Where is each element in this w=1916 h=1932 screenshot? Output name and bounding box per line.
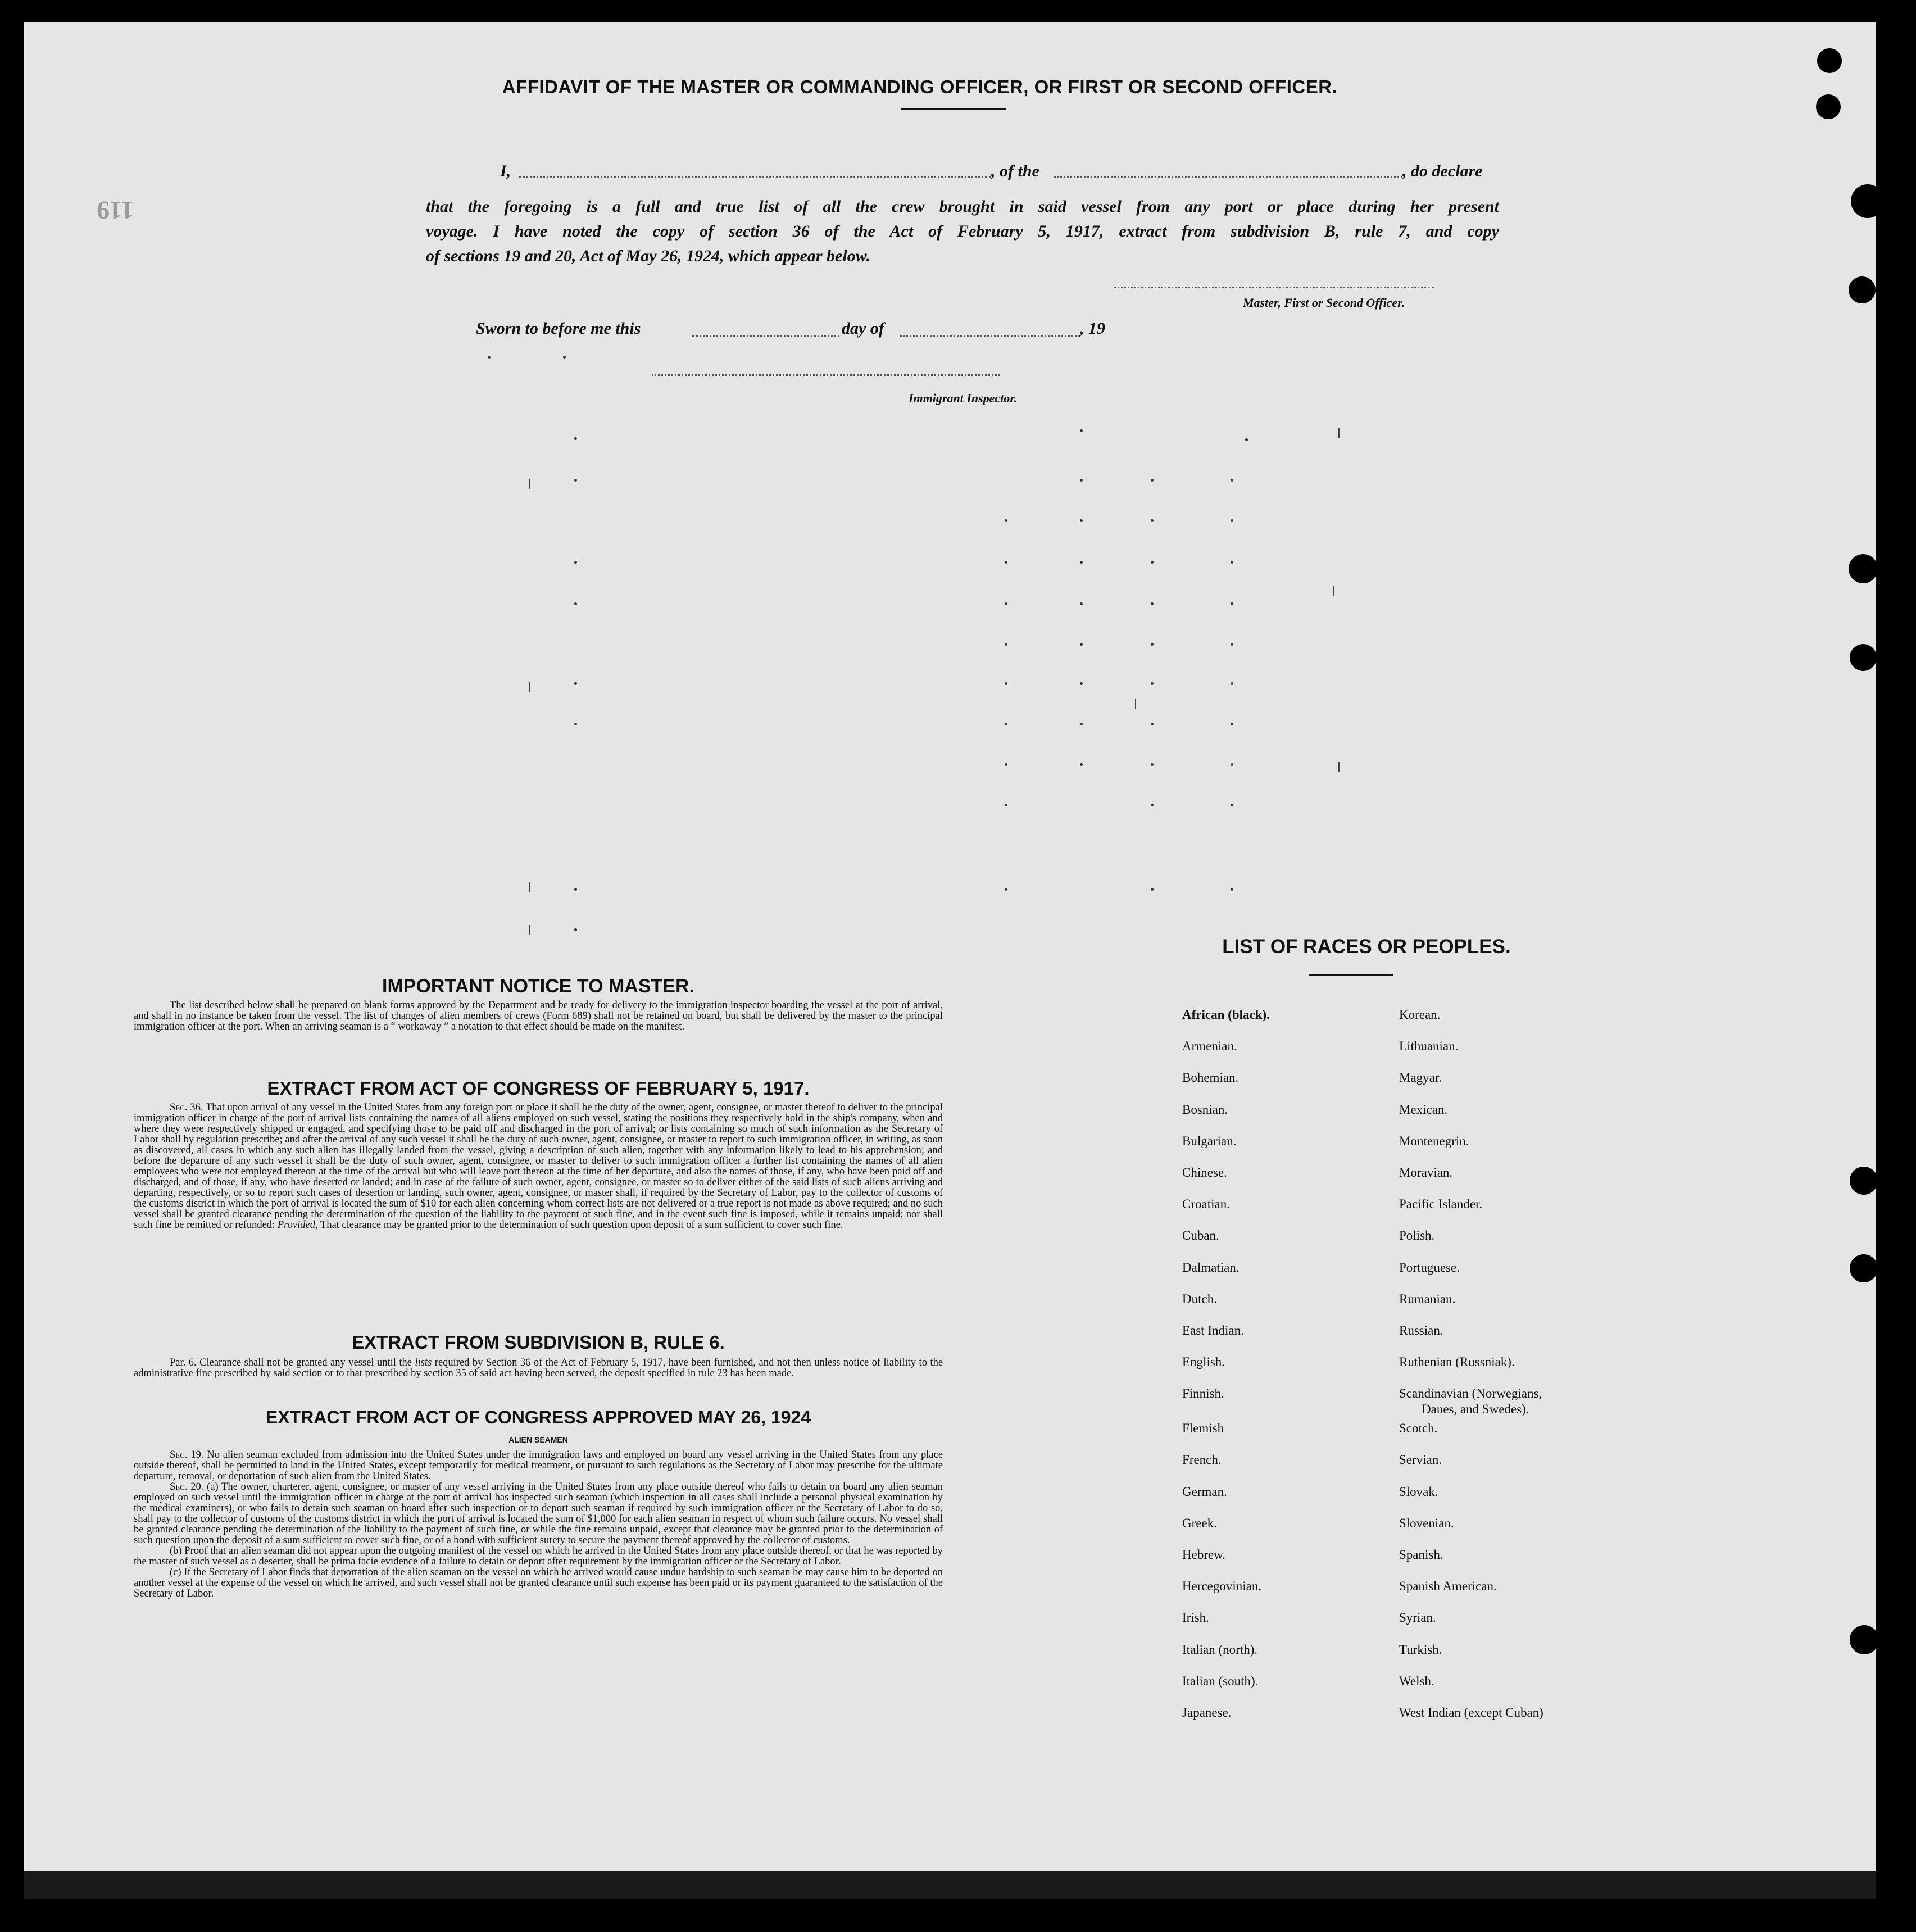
race-item: Cuban. — [1182, 1228, 1219, 1243]
title-underline — [901, 108, 1006, 110]
punch-hole — [1850, 1625, 1876, 1654]
declarant-name-field[interactable] — [519, 176, 991, 178]
grid-speck — [1080, 763, 1083, 766]
sec19-text: No alien seaman excluded from admission into the United States under the immigration laws and employed on board any vessel arriving in the United States from any place outside thereof, shall be permitted to land in the United States, except temporarily for medical treatment, or pursuant to such regulations as the Secretary of Labor may prescribe for the ultimate departure, removal, or deportation of such alien from the United States. — [134, 1449, 943, 1482]
grid-speck — [1005, 888, 1007, 891]
act-1924-title: EXTRACT FROM ACT OF CONGRESS APPROVED MAY 26, 1924 — [265, 1407, 811, 1427]
act-1917-body — [134, 1103, 943, 1231]
declaration-text — [426, 194, 1499, 269]
race-item: Armenian. — [1182, 1039, 1237, 1054]
grid-speck — [1231, 723, 1233, 725]
sec20c-paragraph: (c) If the Secretary of Labor finds that deportation of the alien seaman on the vessel on which he arrived would cause undue hardship to such seaman he may cause him to be deported on another vessel at the expense of the vessel on which he arrived, and such vessel shall not be granted clearance until such expense has been paid or its payment guaranteed to the satisfaction of the Secretary of Labor. — [134, 1567, 943, 1599]
punch-hole — [1849, 554, 1876, 583]
rule6-text-a: Clearance shall not be granted any vessel until the — [199, 1357, 412, 1368]
grid-speck — [574, 437, 577, 440]
grid-speck — [1080, 519, 1083, 522]
punch-hole — [1850, 1254, 1876, 1282]
grid-speck — [574, 479, 577, 482]
grid-speck — [1080, 682, 1083, 685]
year-label: , 19 — [1080, 319, 1105, 338]
race-item: Dalmatian. — [1182, 1260, 1240, 1275]
race-item: Montenegrin. — [1399, 1133, 1469, 1148]
race-item: Finnish. — [1182, 1386, 1224, 1401]
race-item: Bulgarian. — [1182, 1133, 1237, 1148]
race-item: Italian (north). — [1182, 1642, 1258, 1657]
grid-speck — [1151, 479, 1154, 482]
inspector-signature-field[interactable] — [652, 374, 1000, 376]
grid-tick — [529, 682, 530, 692]
race-item: Portuguese. — [1399, 1260, 1460, 1275]
grid-speck — [1231, 561, 1233, 564]
race-item: Croatian. — [1182, 1197, 1230, 1212]
race-item: Slovak. — [1399, 1484, 1438, 1499]
race-item — [1399, 1386, 1543, 1421]
grid-speck — [1151, 888, 1154, 891]
grid-speck — [1005, 643, 1007, 646]
vessel-name-field[interactable] — [1054, 176, 1402, 178]
section-label: Sec. 36. — [170, 1102, 203, 1113]
rule6-paragraph — [134, 1358, 943, 1379]
grid-speck — [574, 682, 577, 685]
race-item: East Indian. — [1182, 1323, 1244, 1337]
race-item: Welsh. — [1399, 1674, 1434, 1688]
race-item: Spanish American. — [1399, 1579, 1497, 1594]
punch-hole — [1851, 184, 1876, 218]
grid-speck — [1005, 519, 1007, 522]
grid-speck — [574, 888, 577, 891]
grid-speck — [574, 602, 577, 605]
grid-speck — [1080, 643, 1083, 646]
grid-speck — [1151, 519, 1154, 522]
punch-hole — [1850, 1167, 1876, 1195]
affidavit-title: AFFIDAVIT OF THE MASTER OR COMMANDING OFFICER, OR FIRST OR SECOND OFFICER. — [502, 76, 1338, 97]
rule6-body — [134, 1358, 943, 1379]
grid-speck — [1080, 723, 1083, 725]
punch-hole — [1816, 94, 1841, 119]
grid-speck — [1005, 763, 1007, 766]
act-1924-body — [134, 1450, 943, 1599]
race-item: Bosnian. — [1182, 1102, 1228, 1117]
race-item: Scotch. — [1399, 1421, 1438, 1436]
master-signature-label: Master, First or Second Officer. — [1243, 296, 1405, 310]
race-item: Turkish. — [1399, 1642, 1442, 1657]
grid-speck — [1151, 723, 1154, 725]
paragraph-label: Par. 6. — [170, 1357, 197, 1368]
punch-hole — [1850, 644, 1876, 671]
grid-speck — [1151, 561, 1154, 564]
grid-speck — [1005, 602, 1007, 605]
grid-speck — [574, 723, 577, 725]
grid-tick — [1338, 762, 1340, 772]
grid-tick — [1338, 428, 1340, 438]
race-item: Syrian. — [1399, 1611, 1436, 1625]
race-item: West Indian (except Cuban) — [1399, 1705, 1543, 1720]
grid-speck — [1005, 723, 1007, 725]
race-item: Ruthenian (Russniak). — [1399, 1355, 1515, 1369]
scan-edge — [24, 1871, 1876, 1899]
punch-hole — [1817, 48, 1842, 73]
race-item: Korean. — [1399, 1008, 1441, 1022]
grid-speck — [1231, 602, 1233, 605]
race-item: German. — [1182, 1484, 1227, 1499]
grid-speck — [1245, 438, 1248, 441]
sec19-paragraph — [134, 1450, 943, 1482]
rule6-text-b: required by Section 36 of the Act of February 5, 1917, have been furnished, and not then unless notice of liability to the administrative fine prescribed by said section or to that prescribed by section 35 of said act having been served, the deposit specified in rule 23 has been made. — [134, 1357, 943, 1379]
grid-speck — [1080, 479, 1083, 482]
race-item-continuation: Danes, and Swedes). — [1422, 1402, 1529, 1417]
sworn-label: Sworn to before me this — [476, 319, 641, 338]
declaration-line: of sections 19 and 20, Act of May 26, 1924, which appear below. — [426, 247, 871, 265]
grid-tick — [1333, 586, 1334, 596]
declarant-prefix: I, — [500, 162, 511, 180]
master-signature-field[interactable] — [1114, 287, 1434, 288]
rule6-lists: lists — [415, 1357, 432, 1368]
section-text-end: That clearance may be granted prior to the determination of such question upon deposit of a sum sufficient to cover such fine. — [320, 1219, 843, 1231]
inspector-signature-label: Immigrant Inspector. — [909, 391, 1018, 405]
sworn-month-field[interactable] — [900, 335, 1080, 337]
race-item: Hercegovinian. — [1182, 1579, 1262, 1594]
declaration-line: that the foregoing is a full and true list of all the crew brought in said vessel from any port or place during her present — [426, 197, 1499, 216]
grid-speck — [1005, 682, 1007, 685]
grid-speck — [488, 356, 491, 359]
vessel-label: , of the — [991, 162, 1039, 180]
grid-speck — [1151, 682, 1154, 685]
proviso-label: Provided, — [277, 1219, 318, 1231]
declaration-line: voyage. I have noted the copy of section 36 of the Act of February 5, 1917, extract from subdivision B, rule 7, and copy — [426, 222, 1499, 241]
grid-speck — [1231, 888, 1233, 891]
grid-tick — [529, 882, 530, 892]
race-item: Flemish — [1182, 1421, 1224, 1436]
day-of-label: day of — [842, 319, 884, 338]
declarant-line — [500, 162, 511, 181]
act-1917-title: EXTRACT FROM ACT OF CONGRESS OF FEBRUARY 5, 1917. — [267, 1078, 810, 1099]
grid-tick — [1135, 699, 1136, 709]
race-item: Slovenian. — [1399, 1516, 1454, 1530]
grid-speck — [1231, 804, 1233, 806]
section-label: Sec. 20. — [170, 1481, 204, 1493]
sec20a-paragraph — [134, 1482, 943, 1546]
grid-speck — [1005, 561, 1007, 564]
race-item: Japanese. — [1182, 1705, 1232, 1720]
grid-speck — [574, 561, 577, 564]
sec20b-paragraph: (b) Proof that an alien seaman did not appear upon the outgoing manifest of the vessel on which he arrived in the United States from any place outside thereof, or that he was reported by the master of such vessel as a deserter, shall be prima facie evidence of a failure to detain or deport after requirement by the immigration officer or the Secretary of Labor. — [134, 1545, 943, 1567]
grid-speck — [1231, 519, 1233, 522]
grid-speck — [1080, 602, 1083, 605]
sworn-day-field[interactable] — [692, 335, 839, 337]
grid-speck — [1151, 602, 1154, 605]
race-item: Greek. — [1182, 1516, 1217, 1530]
race-item: Mexican. — [1399, 1102, 1448, 1117]
alien-seamen-subtitle: ALIEN SEAMEN — [508, 1435, 568, 1444]
race-item: Servian. — [1399, 1453, 1442, 1467]
section-label: Sec. 19. — [170, 1449, 204, 1461]
punch-hole — [1849, 276, 1876, 303]
race-item: Russian. — [1399, 1323, 1443, 1337]
grid-speck — [574, 928, 577, 931]
margin-mark: 119 — [97, 196, 134, 225]
notice-paragraph: The list described below shall be prepared on blank forms approved by the Department and be ready for delivery to the immigration inspector boarding the vessel at the port of arrival, and shall in no instance be taken from the vessel. The list of changes of alien members of crews (Form 689) shall not be retained on board, but shall be delivered by the master to the principal immigration officer at the port. When an arriving seaman is a “ workaway ” a notation to that effect should be made on the manifest. — [134, 1000, 943, 1032]
rule6-title: EXTRACT FROM SUBDIVISION B, RULE 6. — [352, 1332, 725, 1353]
grid-speck — [1231, 763, 1233, 766]
race-item: French. — [1182, 1453, 1222, 1467]
grid-speck — [1005, 804, 1007, 806]
manifest-page — [24, 22, 1876, 1899]
races-right-column — [1399, 1007, 1543, 1736]
grid-speck — [1080, 561, 1083, 564]
grid-speck — [1231, 682, 1233, 685]
sec20a-text: (a) The owner, charterer, agent, consignee, or master of any vessel arriving in the United States from any place outside thereof who fails to detain on board any alien seaman employed on such vessel until the immigration officer in charge at the port of arrival has inspected such seaman (which inspection in all cases shall include a personal physical examination by the medical examiners), or who fails to detain such seaman on board after such inspection or to deport such seaman if required by such immigration officer or the Secretary of Labor to do so, shall pay to the collector of customs of the customs district in which the port of arrival is located the sum of $1,000 for each alien seaman in respect of whom such failure occurs. No vessel shall be granted clearance pending the determination of the liability to the payment of such fine, or while the fine remains unpaid, except that clearance may be granted prior to the determination of such question upon the deposit of a sum sufficient to cover such fine, or of a bond with sufficient surety to secure the payment thereof approved by the collector of customs. — [134, 1481, 943, 1546]
race-item: Spanish. — [1399, 1548, 1443, 1562]
grid-speck — [1231, 479, 1233, 482]
race-item: Bohemian. — [1182, 1071, 1239, 1085]
race-item: Chinese. — [1182, 1165, 1227, 1180]
grid-speck — [1151, 804, 1154, 806]
section-text: That upon arrival of any vessel in the United States from any foreign port or place it shall be the duty of the owner, agent, consignee, or master thereof to deliver to the principal immigration officer in charge of the port of arrival lists containing the names of all aliens employed on such vessel, stating the positions they respectively hold in the ship's company, when and where they were respectively shipped or engaged, and specifying those to be paid off and discharged in the port of arrival; or lists containing so much of such information as the Secretary of Labor shall by regulation prescribe; and after the arrival of any such vessel it shall be the duty of such owner, agent, consignee, or master to report to such immigration officer, in writing, as soon as discovered, all cases in which any such alien has illegally landed from the vessel, giving a description of such alien, together with any information likely to lead to his apprehension; and before the departure of any such vessel it shall be the duty of such owner, agent, consignee, or master to deliver to such immigration officer a further list containing the names of all alien employees who were not employed thereon at the time of the arrival but who will leave port thereon at the time of her departure, and also the names of those, if any, who have been paid off and discharged, and of those, if any, who have deserted or landed; and in case of the failure of such owner, agent, consignee, or master so to deliver either of the said lists of such aliens arriving and departing, respectively, or so to report such cases of desertion or landing, such owner, agent, consignee, or master shall, if required by the Secretary of Labor, pay to the collector of customs of the customs district in which the port of arrival is located the sum of $10 for each alien concerning whom correct lists are not delivered or a true report is not made as above required; and no such vessel shall be granted clearance pending the determination of the question of the liability to the payment of such fine, and in the event such fine is imposed, while it remains unpaid; nor shall such fine be remitted or refunded: — [134, 1102, 943, 1231]
race-item-text: Scandinavian (Norwegians, — [1399, 1386, 1542, 1401]
races-left-column — [1182, 1007, 1270, 1736]
grid-speck — [563, 356, 566, 359]
notice-body — [134, 1000, 943, 1032]
act-1917-paragraph — [134, 1103, 943, 1231]
grid-speck — [1151, 763, 1154, 766]
declare-label: , do declare — [1402, 162, 1483, 180]
grid-speck — [1080, 429, 1083, 432]
race-item: Rumanian. — [1399, 1291, 1456, 1306]
race-item: Pacific Islander. — [1399, 1197, 1483, 1212]
race-item: Magyar. — [1399, 1071, 1442, 1085]
race-item: Dutch. — [1182, 1291, 1217, 1306]
race-item: Irish. — [1182, 1611, 1209, 1625]
races-title: LIST OF RACES OR PEOPLES. — [1222, 936, 1511, 958]
race-item: English. — [1182, 1355, 1225, 1369]
grid-tick — [529, 479, 530, 489]
race-item: Hebrew. — [1182, 1548, 1226, 1562]
notice-title: IMPORTANT NOTICE TO MASTER. — [382, 976, 694, 997]
races-title-underline — [1309, 974, 1393, 976]
grid-speck — [1231, 643, 1233, 646]
grid-speck — [1151, 643, 1154, 646]
race-item: Italian (south). — [1182, 1674, 1259, 1688]
race-item: Moravian. — [1399, 1165, 1453, 1180]
grid-tick — [529, 925, 530, 935]
race-item: Lithuanian. — [1399, 1039, 1459, 1054]
race-item: African (black). — [1182, 1008, 1270, 1022]
race-item: Polish. — [1399, 1228, 1435, 1243]
